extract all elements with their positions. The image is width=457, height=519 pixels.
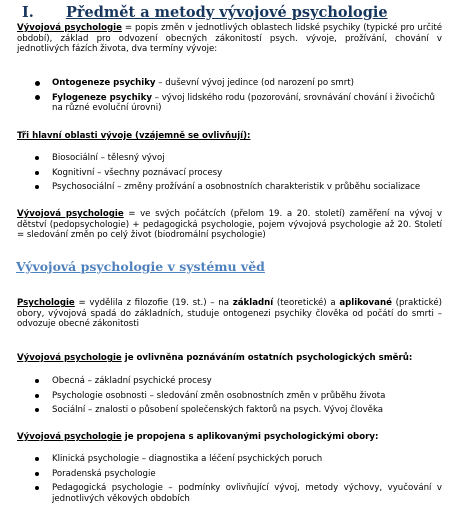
psychology-paragraph: [17, 298, 442, 330]
applied-heading: [17, 432, 442, 443]
list-item: [17, 168, 442, 179]
list-item-text: Kognitivní – všechny poznávací procesy: [52, 167, 223, 178]
list-item-text: Obecná – základní psychické procesy: [52, 376, 212, 386]
influenced-heading: [17, 353, 442, 364]
terms-list: [17, 78, 442, 114]
psychology-term: Psychologie: [17, 298, 75, 308]
list-item: [17, 153, 442, 164]
definition-term: Vývojová psychologie: [17, 23, 122, 33]
bullet-icon: [35, 486, 39, 490]
psychology-text: (teoretické) a: [273, 298, 340, 308]
list-item-text: Sociální – znalosti o působení společenských faktorů na psych. Vývoj člověka: [52, 405, 384, 416]
list-item-text: Poradenská psychologie: [52, 468, 156, 479]
history-term: Vývojová psychologie: [17, 209, 124, 219]
bullet-icon: [35, 156, 39, 160]
term-bold: Fylogeneze psychiky: [52, 92, 152, 103]
heading-1-number: I.: [22, 4, 34, 21]
bullet-icon: [35, 185, 39, 189]
list-item-text: Klinická psychologie – diagnostika a léčení psychických poruch: [52, 454, 323, 464]
history-paragraph: [17, 209, 442, 241]
influenced-list: [17, 376, 442, 416]
heading-1: [22, 3, 452, 23]
bullet-icon: [35, 472, 39, 476]
list-item: [17, 469, 442, 480]
bullet-icon: [35, 81, 40, 86]
list-item: [17, 93, 442, 114]
heading-1-title: Předmět a metody vývojové psychologie: [66, 4, 388, 21]
list-item: [17, 182, 442, 193]
list-item: [17, 483, 442, 504]
bullet-icon: [35, 457, 39, 461]
history-text: = ve svých počátcích (přelom 19. a 20. století) zaměření na vývoj v dětství (pedopsychologie) + pedagogická psychologie, pojem vývojová psychologie až 20. Století = sledování změn po celý život (biodromální psychologie): [17, 209, 443, 241]
list-item-text: Pedagogická psychologie – podmínky ovlivňující vývoj, metody výchovy, vyučování v jednotlivých věkových obdobích: [52, 483, 442, 504]
list-item-text: Biosociální – tělesný vývoj: [52, 153, 165, 163]
bullet-icon: [35, 171, 39, 175]
term-text: – duševní vývoj jedince (od narození po smrt): [155, 78, 354, 88]
bullet-icon: [35, 379, 39, 383]
list-item: [17, 391, 442, 402]
term-bold: Ontogeneze psychiky: [52, 78, 156, 88]
list-item: [17, 376, 442, 387]
list-item-text: Psychosociální – změny prožívání a osobnostních charakteristik v průběhu socializace: [52, 182, 421, 193]
applied-text: je propojena s aplikovanými psychologickými obory:: [121, 432, 379, 442]
term-text: – vývoj lidského rodu (pozorování, srovnávání chování i živočichů na různé evoluční úrovni): [52, 92, 436, 114]
psychology-bold-basic: základní: [232, 298, 274, 308]
list-item: [17, 405, 442, 416]
influenced-term: Vývojová psychologie: [17, 353, 122, 363]
bullet-icon: [35, 394, 39, 398]
applied-term: Vývojová psychologie: [17, 432, 122, 442]
areas-heading: Tři hlavní oblasti vývoje (vzájemně se ovlivňují):: [17, 131, 251, 141]
list-item: [17, 454, 442, 465]
bullet-icon: [35, 95, 40, 100]
influenced-text: je ovlivněna poznáváním ostatních psychologických směrů:: [121, 353, 413, 363]
heading-2: Vývojová psychologie v systému věd: [16, 259, 265, 274]
definition-text: = popis změn v jednotlivých oblastech lidské psychiky (typické pro určité období), základ pro odvození obecných zákonitostí psych. vývoje, prožívání, chování v jednotlivých fázích života, dva termíny vývoje:: [17, 23, 442, 55]
psychology-bold-applied: aplikované: [339, 298, 392, 308]
list-item: [17, 78, 442, 89]
psychology-text: (praktické) obory, vývojová spadá do základních, studuje ontogenezi psychiky člověka od počátí do smrti – odvozuje obecné zákonitosti: [17, 298, 442, 330]
definition-paragraph: [17, 23, 442, 55]
areas-list: [17, 153, 442, 193]
bullet-icon: [35, 408, 39, 412]
applied-list: [17, 454, 442, 504]
psychology-text: = vydělila z filozofie (19. st.) – na: [74, 298, 233, 308]
list-item-text: Psychologie osobnosti – sledování změn osobnostních změn v průběhu života: [52, 390, 386, 401]
